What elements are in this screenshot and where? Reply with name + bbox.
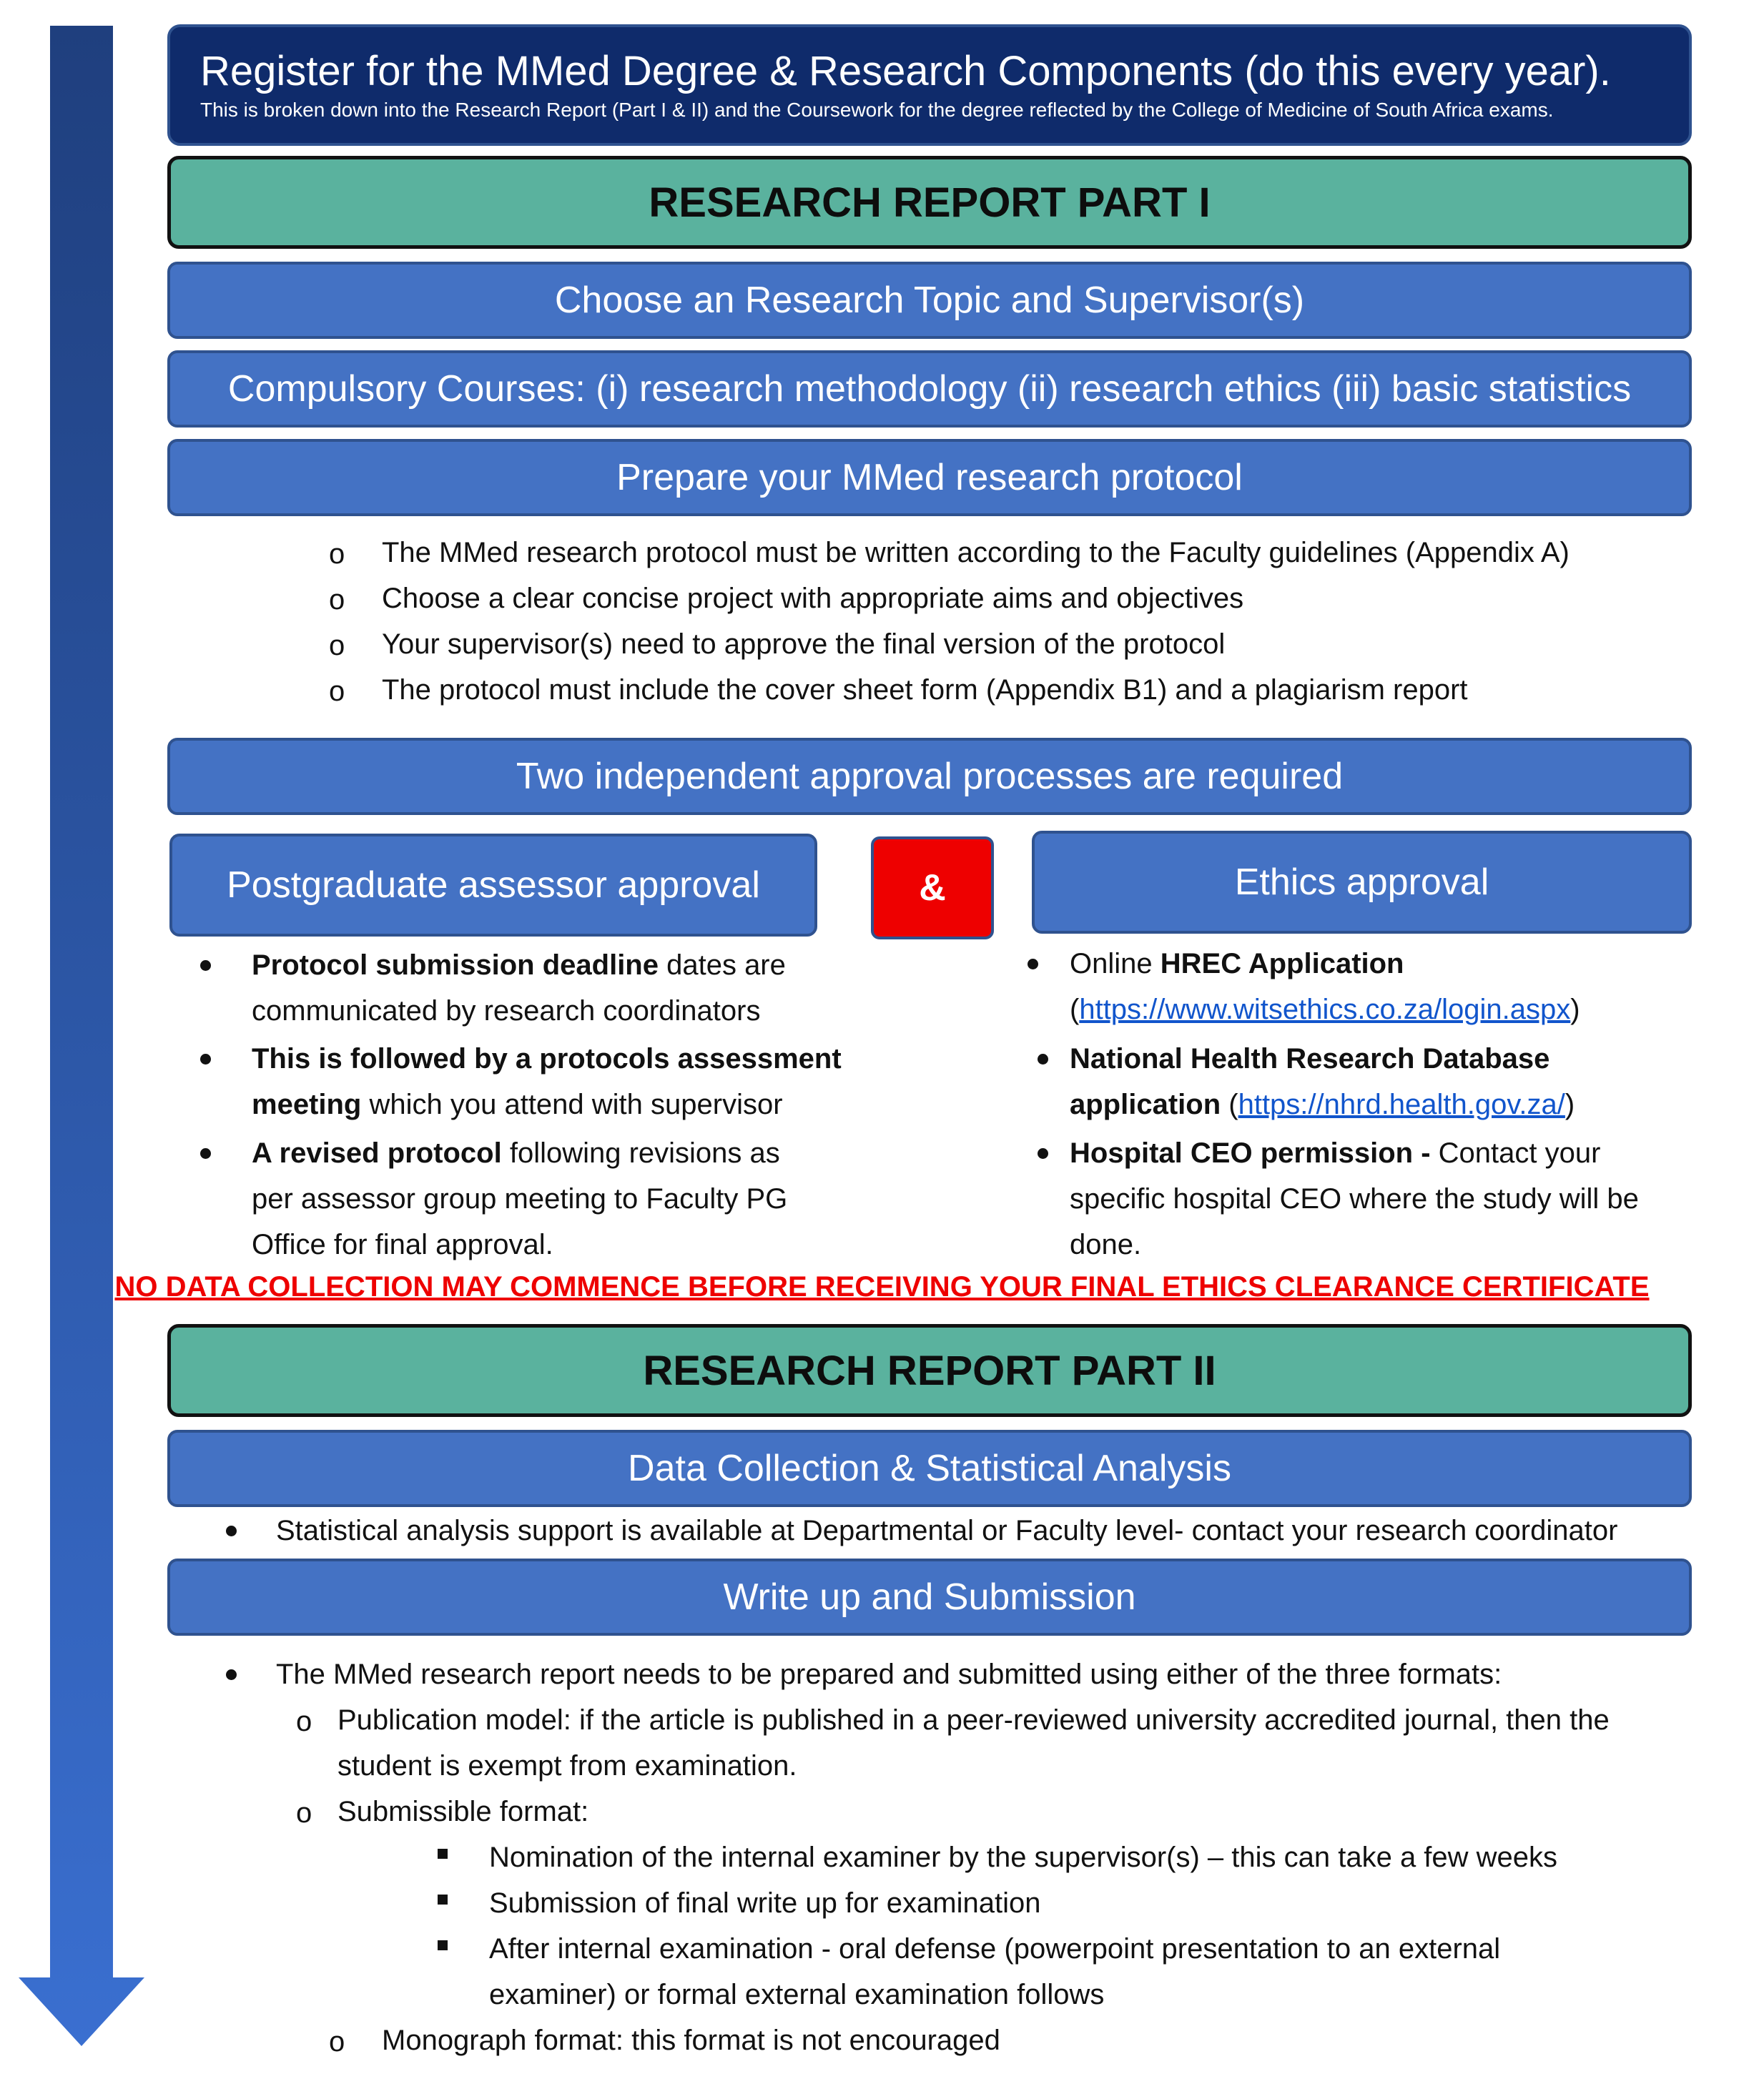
ethics-item-hrec-link: (https://www.witsethics.co.za/login.aspx) <box>1070 994 1580 1025</box>
down-arrow-icon <box>14 26 150 2049</box>
submissible-item: Submission of final write up for examination <box>489 1887 1041 1919</box>
bullet-dot-icon <box>200 1054 211 1065</box>
bullet-circle-icon: o <box>296 1706 312 1737</box>
compulsory-courses-box: Compulsory Courses: (i) research methodology (ii) research ethics (iii) basic statistics <box>167 350 1692 428</box>
bullet-circle-icon: o <box>296 1797 312 1829</box>
ampersand-box: & <box>871 836 994 939</box>
bullet-circle-icon: o <box>329 630 345 661</box>
bullet-square-icon <box>438 1940 448 1950</box>
protocol-item: Choose a clear concise project with appropriate aims and objectives <box>382 583 1244 614</box>
nhrd-link[interactable]: https://nhrd.health.gov.za/ <box>1238 1089 1565 1120</box>
ethics-approval-box: Ethics approval <box>1032 831 1692 934</box>
stats-support-item: Statistical analysis support is available at Departmental or Faculty level- contact your research coordinator <box>276 1515 1618 1546</box>
part2-heading: RESEARCH REPORT PART II <box>167 1324 1692 1417</box>
bullet-circle-icon: o <box>329 2026 345 2058</box>
submissible-item: examiner) or formal external examination follows <box>489 1979 1105 2010</box>
pg-item: A revised protocol following revisions as <box>252 1137 780 1169</box>
bullet-circle-icon: o <box>329 676 345 707</box>
ethics-item-hrec: Online HREC Application <box>1070 948 1404 979</box>
formats-intro: The MMed research report needs to be prepared and submitted using either of the three formats: <box>276 1659 1502 1690</box>
bullet-dot-icon <box>200 1148 211 1159</box>
topic-supervisor-box: Choose an Research Topic and Supervisor(s) <box>167 262 1692 339</box>
part1-heading: RESEARCH REPORT PART I <box>167 156 1692 249</box>
pg-item: per assessor group meeting to Faculty PG <box>252 1183 788 1215</box>
submissible-format: Submissible format: <box>337 1796 589 1827</box>
write-up-box: Write up and Submission <box>167 1559 1692 1636</box>
ethics-item-ceo: done. <box>1070 1229 1142 1260</box>
ethics-item-ceo: specific hospital CEO where the study will be <box>1070 1183 1639 1215</box>
approval-processes-box: Two independent approval processes are required <box>167 738 1692 815</box>
submissible-item: After internal examination - oral defense (powerpoint presentation to an external <box>489 1933 1501 1965</box>
data-collection-warning: NO DATA COLLECTION MAY COMMENCE BEFORE RECEIVING YOUR FINAL ETHICS CLEARANCE CERTIFICATE <box>114 1271 1650 1303</box>
bullet-circle-icon: o <box>329 584 345 616</box>
protocol-item: The protocol must include the cover sheet form (Appendix B1) and a plagiarism report <box>382 674 1468 706</box>
pg-item: communicated by research coordinators <box>252 995 761 1027</box>
protocol-item: The MMed research protocol must be written according to the Faculty guidelines (Appendix A) <box>382 537 1570 568</box>
register-box <box>167 24 1692 146</box>
bullet-square-icon <box>438 1895 448 1905</box>
bullet-dot-icon <box>226 1669 237 1680</box>
prepare-protocol-box: Prepare your MMed research protocol <box>167 439 1692 516</box>
pg-item: Office for final approval. <box>252 1229 553 1260</box>
bullet-dot-icon <box>200 960 211 971</box>
bullet-dot-icon <box>1038 1148 1048 1159</box>
register-title: Register for the MMed Degree & Research Components (do this every year). <box>200 48 1611 94</box>
bullet-dot-icon <box>226 1526 237 1536</box>
pg-assessor-box: Postgraduate assessor approval <box>169 834 817 937</box>
bullet-dot-icon <box>1038 1054 1048 1065</box>
monograph-format: Monograph format: this format is not encouraged <box>382 2025 1000 2056</box>
pg-item: Protocol submission deadline dates are <box>252 949 786 981</box>
bullet-square-icon <box>438 1849 448 1859</box>
protocol-item: Your supervisor(s) need to approve the final version of the protocol <box>382 628 1226 660</box>
pg-item: meeting which you attend with supervisor <box>252 1089 783 1120</box>
data-collection-box: Data Collection & Statistical Analysis <box>167 1430 1692 1507</box>
hrec-link[interactable]: https://www.witsethics.co.za/login.aspx <box>1079 994 1571 1025</box>
submissible-item: Nomination of the internal examiner by the supervisor(s) – this can take a few weeks <box>489 1842 1558 1873</box>
bullet-dot-icon <box>1028 959 1038 969</box>
ethics-item-ceo: Hospital CEO permission - Contact your <box>1070 1137 1601 1169</box>
publication-model: student is exempt from examination. <box>337 1750 797 1782</box>
ethics-item-nhrd-link: application (https://nhrd.health.gov.za/) <box>1070 1089 1575 1120</box>
pg-item: This is followed by a protocols assessment <box>252 1043 842 1075</box>
bullet-circle-icon: o <box>329 538 345 570</box>
ethics-item-nhrd: National Health Research Database <box>1070 1043 1550 1075</box>
publication-model: Publication model: if the article is published in a peer-reviewed university accredited journal, then the <box>337 1704 1610 1736</box>
register-subtitle: This is broken down into the Research Report (Part I & II) and the Coursework for the degree reflected by the College of Medicine of South Africa exams. <box>200 99 1554 121</box>
